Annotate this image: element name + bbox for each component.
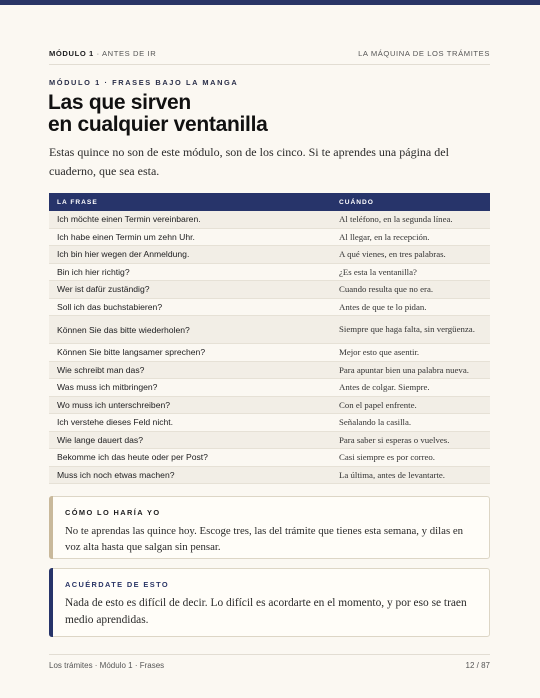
phrase-cell: Bekomme ich das heute oder per Post?	[57, 452, 208, 463]
phrase-cell: Soll ich das buchstabieren?	[57, 301, 163, 312]
tip-callout	[49, 496, 490, 559]
phrase-cell: Was muss ich mitbringen?	[57, 382, 158, 393]
when-cell: A qué vienes, en tres palabras.	[339, 249, 446, 259]
reminder-text: Nada de esto es difícil de decir. Lo difícil es acordarte en el momento, y por eso se traen medio aprendidas.	[65, 597, 467, 626]
running-header	[49, 49, 490, 58]
phrase-cell: Wie schreibt man das?	[57, 364, 145, 375]
table-row	[49, 467, 490, 485]
when-cell: Al llegar, en la recepción.	[339, 231, 430, 242]
phrase-cell: Können Sie das bitte wiederholen?	[57, 324, 190, 335]
table-row	[49, 211, 490, 229]
table-body	[49, 211, 490, 484]
table-row	[49, 229, 490, 247]
section-kicker: MÓDULO 1 · FRASES BAJO LA MANGA	[49, 78, 239, 87]
phrase-cell: Ich habe einen Termin um zehn Uhr.	[57, 231, 195, 242]
table-row	[49, 432, 490, 450]
table-row	[49, 414, 490, 432]
table-row	[49, 379, 490, 397]
when-cell: Mejor esto que asentir.	[339, 347, 420, 357]
phrase-cell: Ich bin hier wegen der Anmeldung.	[57, 249, 190, 260]
phrase-cell: Wo muss ich unterschreiben?	[57, 399, 171, 410]
reminder-callout	[49, 568, 490, 637]
phrase-cell: Muss ich noch etwas machen?	[57, 469, 175, 480]
tip-label: CÓMO LO HARÍA YO	[65, 508, 161, 517]
page-title	[48, 92, 348, 136]
top-accent-bar	[0, 0, 540, 5]
table-row	[49, 449, 490, 467]
table-row	[49, 362, 490, 380]
phrase-cell: Können Sie bitte langsamer sprechen?	[57, 347, 206, 358]
column-header-when: CUÁNDO	[339, 198, 374, 206]
footer-divider	[49, 654, 490, 655]
table-row	[49, 344, 490, 362]
title-line: Las que sirven	[48, 91, 191, 114]
phrases-table	[49, 193, 490, 484]
phrase-cell: Ich möchte einen Termin vereinbaren.	[57, 214, 201, 225]
reminder-accent-bar	[49, 568, 53, 637]
page-footer	[49, 661, 490, 670]
footer-breadcrumb: Los trámites · Módulo 1 · Frases	[49, 661, 165, 670]
when-cell: Señalando la casilla.	[339, 417, 412, 427]
when-cell: La última, antes de levantarte.	[339, 469, 446, 480]
phrase-cell: Wer ist dafür zuständig?	[57, 284, 150, 295]
page-number: 12 / 87	[465, 661, 490, 670]
when-cell: Para apuntar bien una palabra nueva.	[339, 364, 469, 375]
phrase-cell: Wie lange dauert das?	[57, 434, 143, 445]
when-cell: Casi siempre es por correo.	[339, 452, 436, 462]
when-cell: Con el papel enfrente.	[339, 399, 417, 410]
tip-accent-bar	[49, 496, 53, 559]
table-row	[49, 316, 490, 344]
table-header	[49, 193, 490, 211]
intro-paragraph: Estas quince no son de este módulo, son de los cinco. Si te aprendes una página del cuaderno, que sea esta.	[49, 145, 449, 178]
when-cell: Al teléfono, en la segunda línea.	[339, 214, 453, 224]
when-cell: Para saber si esperas o vuelves.	[339, 434, 450, 445]
table-row	[49, 281, 490, 299]
phrase-cell: Bin ich hier richtig?	[57, 266, 130, 277]
header-section: · ANTES DE IR	[93, 49, 157, 58]
table-row	[49, 397, 490, 415]
header-module: MÓDULO 1	[49, 49, 94, 58]
header-divider	[49, 64, 490, 65]
when-cell: Antes de que te lo pidan.	[339, 301, 427, 312]
phrase-cell: Ich verstehe dieses Feld nicht.	[57, 417, 174, 428]
reminder-label: ACUÉRDATE DE ESTO	[65, 580, 170, 589]
column-header-phrase: LA FRASE	[57, 198, 98, 206]
header-left	[49, 49, 156, 58]
header-book-title: LA MÁQUINA DE LOS TRÁMITES	[358, 49, 490, 58]
table-row	[49, 246, 490, 264]
when-cell: Cuando resulta que no era.	[339, 284, 434, 294]
table-row	[49, 264, 490, 282]
when-cell: ¿Es esta la ventanilla?	[339, 266, 417, 277]
when-cell: Antes de colgar. Siempre.	[339, 382, 430, 392]
tip-text: No te aprendas las quince hoy. Escoge tres, las del trámite que tienes esta semana, y dilas en voz alta hasta que salgan sin pensar.	[65, 525, 464, 553]
when-cell: Siempre que haga falta, sin vergüenza.	[339, 324, 475, 335]
table-row	[49, 299, 490, 317]
title-line: en cualquier ventanilla	[48, 113, 268, 136]
